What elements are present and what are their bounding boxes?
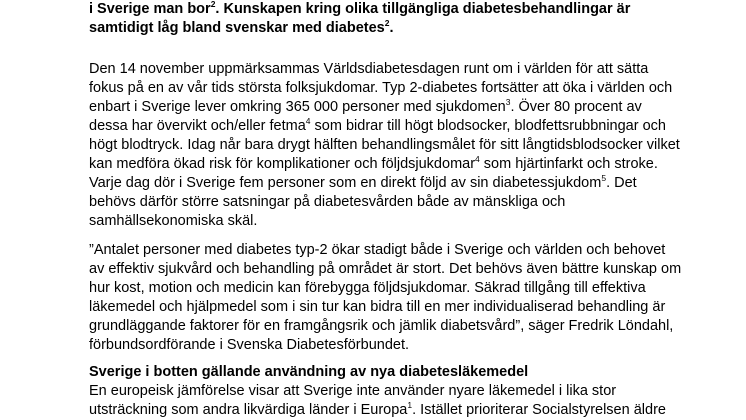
line-text: i Sverige man bor — [89, 1, 211, 17]
text-line — [89, 298, 709, 317]
footnote-ref: 1 — [407, 400, 413, 411]
line-text: fokus på en av vår tids största folksjukdomar. Typ 2-diabetes fortsätter att öka i världen och — [89, 80, 673, 96]
text-line — [89, 155, 709, 174]
footnote-ref: 2 — [384, 18, 390, 29]
text-line — [89, 136, 709, 155]
quote-paragraph — [89, 241, 709, 355]
line-text: läkemedel och hjälpmedel som i sin tur kan bidra till en mer individualiserad behandling är — [89, 299, 666, 315]
text-line — [89, 382, 709, 401]
line-text: förbundsordförande i Svenska Diabetesförbundet. — [89, 337, 410, 353]
line-text: . Istället prioriterar Socialstyrelsen äldre — [412, 402, 666, 418]
text-line — [89, 117, 709, 136]
section-heading: Sverige i botten gällande användning av nya diabetesläkemedel — [89, 364, 529, 380]
line-text: . — [389, 20, 394, 36]
line-text: En europeisk jämförelse visar att Sverige inte använder nyare läkemedel i lika stor — [89, 383, 617, 399]
line-text: . Över 80 procent av — [510, 99, 642, 115]
text-line — [89, 19, 709, 38]
body-paragraph-1 — [89, 60, 709, 231]
intro-paragraph — [89, 0, 709, 38]
footnote-ref: 4 — [305, 116, 311, 127]
footnote-ref: 3 — [505, 97, 511, 108]
line-text: grundläggande faktorer för en framgångsrik och jämlik diabetsvård”, säger Fredrik Löndahl, — [89, 318, 674, 334]
text-line — [89, 241, 709, 260]
line-text: kan medföra ökad risk för komplikationer och följdsjukdomar — [89, 156, 476, 172]
line-text: samtidigt låg bland svenskar med diabetes — [89, 20, 385, 36]
text-line — [89, 401, 709, 420]
line-text: Den 14 november uppmärksammas Världsdiabetesdagen runt om i världen för att sätta — [89, 61, 649, 77]
text-line — [89, 279, 709, 298]
text-line — [89, 336, 709, 355]
footnote-ref: 5 — [601, 173, 607, 184]
line-text: som bidrar till högt blodsocker, blodfettsrubbningar och — [310, 118, 666, 134]
text-line — [89, 260, 709, 279]
footnote-ref: 2 — [210, 0, 216, 10]
text-line — [89, 60, 709, 79]
text-line — [89, 317, 709, 336]
line-text: . Det — [606, 175, 637, 191]
line-text: samhällsekonomiska skäl. — [89, 213, 258, 229]
line-text: . Kunskapen kring olika tillgängliga diabetesbehandlingar är — [215, 1, 631, 17]
text-line — [89, 193, 709, 212]
line-text: Varje dag dör i Sverige fem personer som en direkt följd av sin diabetessjukdom — [89, 175, 602, 191]
text-line — [89, 98, 709, 117]
line-text: utsträckning som andra likvärdiga länder i Europa — [89, 402, 408, 418]
text-line — [89, 79, 709, 98]
text-line — [89, 212, 709, 231]
text-line — [89, 174, 709, 193]
line-text: ”Antalet personer med diabetes typ-2 ökar stadigt både i Sverige och världen och behovet — [89, 242, 666, 258]
line-text: behövs därför större satsningar på diabetesvården både av mänskliga och — [89, 194, 566, 210]
line-text: som hjärtinfarkt och stroke. — [479, 156, 658, 172]
line-text: enbart i Sverige lever omkring 365 000 personer med sjukdomen — [89, 99, 506, 115]
text-line — [89, 0, 709, 19]
line-text: dessa har övervikt och/eller fetma — [89, 118, 306, 134]
footnote-ref: 4 — [475, 154, 480, 165]
line-text: av effektiv sjukvård och behandling på området är stort. Det behövs även bättre kunskap om — [89, 261, 682, 277]
line-text: hur kost, motion och medicin kan förebygga följdsjukdomar. Säkrad tillgång till effektiva — [89, 280, 646, 296]
line-text: högt blodtryck. Idag når bara drygt hälften behandlingsmålet för sitt långtidsblodsocker vilket — [89, 137, 680, 153]
section-block — [89, 363, 709, 420]
